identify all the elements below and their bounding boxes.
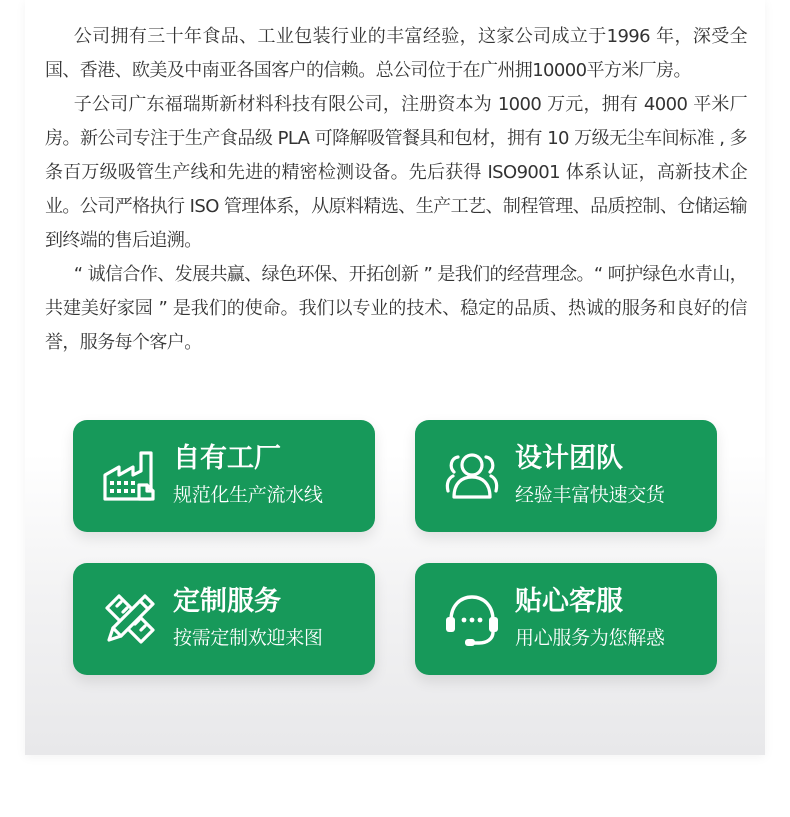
factory-icon — [99, 445, 161, 507]
feature-subtitle: 规范化生产流水线 — [173, 484, 323, 506]
company-intro — [45, 20, 747, 360]
feature-card-own-factory[interactable] — [73, 420, 375, 532]
feature-title: 定制服务 — [173, 586, 281, 617]
feature-card-customer-service[interactable] — [415, 563, 717, 675]
feature-card-custom-service[interactable] — [73, 563, 375, 675]
feature-card-design-team[interactable] — [415, 420, 717, 532]
intro-paragraph: 子公司广东福瑞斯新材料科技有限公司，注册资本为 1000 万元，拥有 4000 平米厂房。新公司专注于生产食品级 PLA 可降解吸管餐具和包材，拥有 10 万级无尘车间标准 , 多条百万级吸管生产线和先进的精密检测设备。先后获得 ISO9001 体系认证，高新技术企业。公司严格执行 ISO 管理体系，从原料精选、生产工艺、制程管理、品质控制、仓储运输到终端的售后追溯。 — [45, 94, 747, 251]
feature-subtitle: 按需定制欢迎来图 — [173, 627, 323, 649]
intro-paragraph: “ 诚信合作、发展共赢、绿色环保、开拓创新 ” 是我们的经营理念。“ 呵护绿色水青山，共建美好家园 ” 是我们的使命。我们以专业的技术、稳定的品质、热诚的服务和良好的信誉，服务每个客户。 — [45, 264, 747, 353]
ruler-pencil-icon — [99, 588, 161, 650]
feature-title: 设计团队 — [515, 443, 623, 474]
feature-title: 自有工厂 — [173, 443, 281, 474]
team-icon — [441, 445, 503, 507]
feature-subtitle: 用心服务为您解惑 — [515, 627, 665, 649]
feature-title: 贴心客服 — [515, 586, 623, 617]
headset-icon — [441, 588, 503, 650]
intro-paragraph: 公司拥有三十年食品、工业包装行业的丰富经验，这家公司成立于1996 年，深受全国、香港、欧美及中南亚各国客户的信赖。总公司位于在广州拥10000平方米厂房。 — [45, 26, 747, 81]
feature-subtitle: 经验丰富快速交货 — [515, 484, 665, 506]
